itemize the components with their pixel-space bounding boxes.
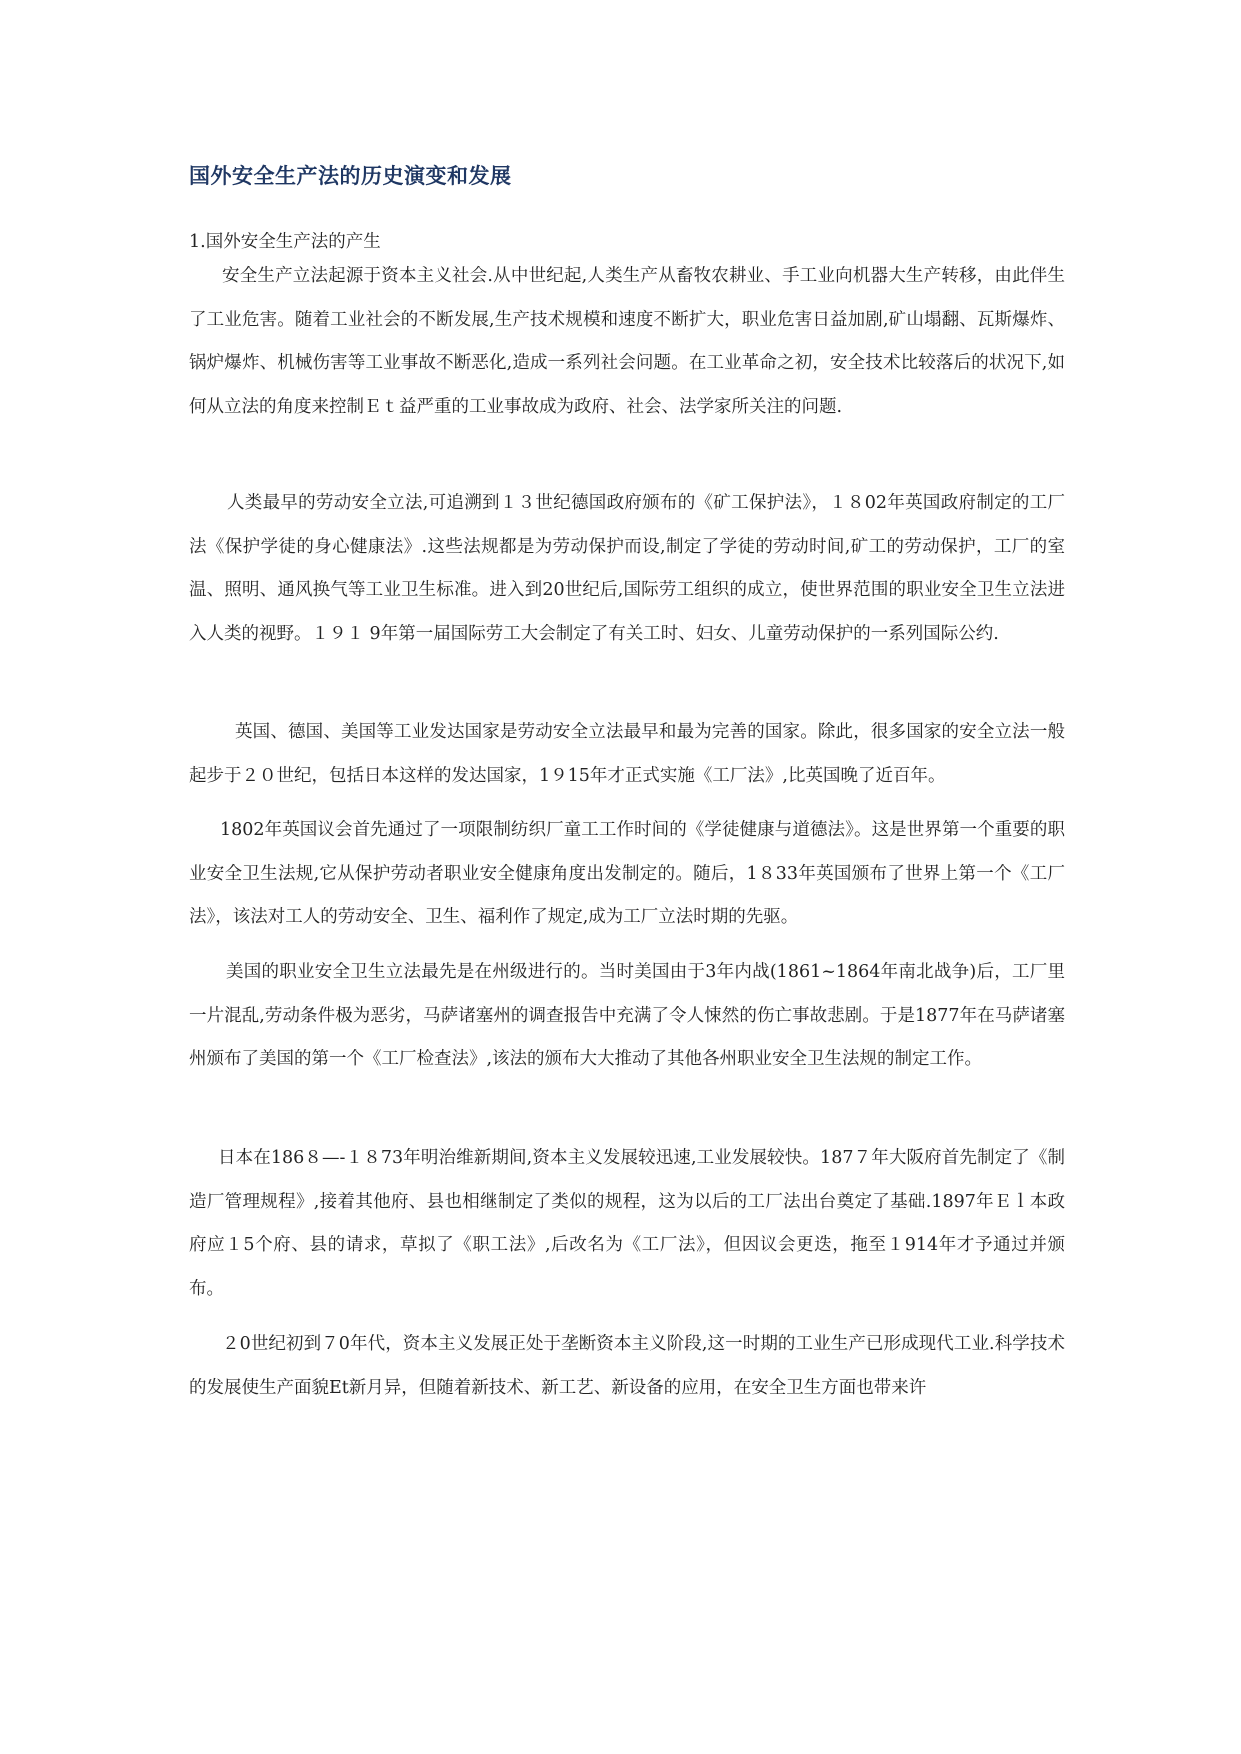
section-heading: 1.国外安全生产法的产生 <box>189 232 381 252</box>
paragraph-1: 安全生产立法起源于资本主义社会.从中世纪起,人类生产从畜牧农耕业、手工业向机器大生产转移，由此伴生了工业危害。随着工业社会的不断发展,生产技术规模和速度不断扩大，职业危害日益加剧,矿山塌翻、瓦斯爆炸、锅炉爆炸、机械伤害等工业事故不断恶化,造成一系列社会问题。在工业革命之初，安全技术比较落后的状况下,如何从立法的角度来控制Ｅｔ益严重的工业事故成为政府、社会、法学家所关注的问题. <box>189 266 1065 417</box>
paragraph-4: 1802年英国议会首先通过了一项限制纺织厂童工工作时间的《学徒健康与道德法》。这是世界第一个重要的职业安全卫生法规,它从保护劳动者职业安全健康角度出发制定的。随后，1８33年英国颁布了世界上第一个《工厂法》，该法对工人的劳动安全、卫生、福利作了规定,成为工厂立法时期的先驱。 <box>189 820 1065 927</box>
paragraph-6: 日本在186８—-１８73年明治维新期间,资本主义发展较迅速,工业发展较快。187７年大阪府首先制定了《制造厂管理规程》,接着其他府、县也相继制定了类似的规程，这为以后的工厂法出台奠定了基础.1897年Ｅｌ本政府应１5个府、县的请求，草拟了《职工法》,后改名为《工厂法》，但因议会更迭，拖至１914年才予通过并颁布。 <box>189 1148 1065 1299</box>
paragraph-2: 人类最早的劳动安全立法,可追溯到１３世纪德国政府颁布的《矿工保护法》，１８02年英国政府制定的工厂法《保护学徒的身心健康法》.这些法规都是为劳动保护而设,制定了学徒的劳动时间,矿工的劳动保护，工厂的室温、照明、通风换气等工业卫生标准。进入到20世纪后,国际劳工组织的成立，使世界范围的职业安全卫生立法进入人类的视野。１９１ 9年第一届国际劳工大会制定了有关工时、妇女、儿童劳动保护的一系列国际公约. <box>189 493 1065 644</box>
paragraph-7: ２0世纪初到７0年代，资本主义发展正处于垄断资本主义阶段,这一时期的工业生产已形成现代工业.科学技术的发展使生产面貌Et新月异，但随着新技术、新工艺、新设备的应用，在安全卫生方面也带来许 <box>189 1334 1065 1398</box>
paragraph-5: 美国的职业安全卫生立法最先是在州级进行的。当时美国由于3年内战(1861~1864年南北战争)后，工厂里一片混乱,劳动条件极为恶劣，马萨诸塞州的调查报告中充满了令人悚然的伤亡事故悲剧。于是1877年在马萨诸塞州颁布了美国的第一个《工厂检查法》,该法的颁布大大推动了其他各州职业安全卫生法规的制定工作。 <box>189 962 1065 1069</box>
document-title: 国外安全生产法的历史演变和发展 <box>189 164 512 188</box>
paragraph-3: 英国、德国、美国等工业发达国家是劳动安全立法最早和最为完善的国家。除此，很多国家的安全立法一般起步于２０世纪，包括日本这样的发达国家，1９15年才正式实施《工厂法》,比英国晚了近百年。 <box>189 722 1065 786</box>
